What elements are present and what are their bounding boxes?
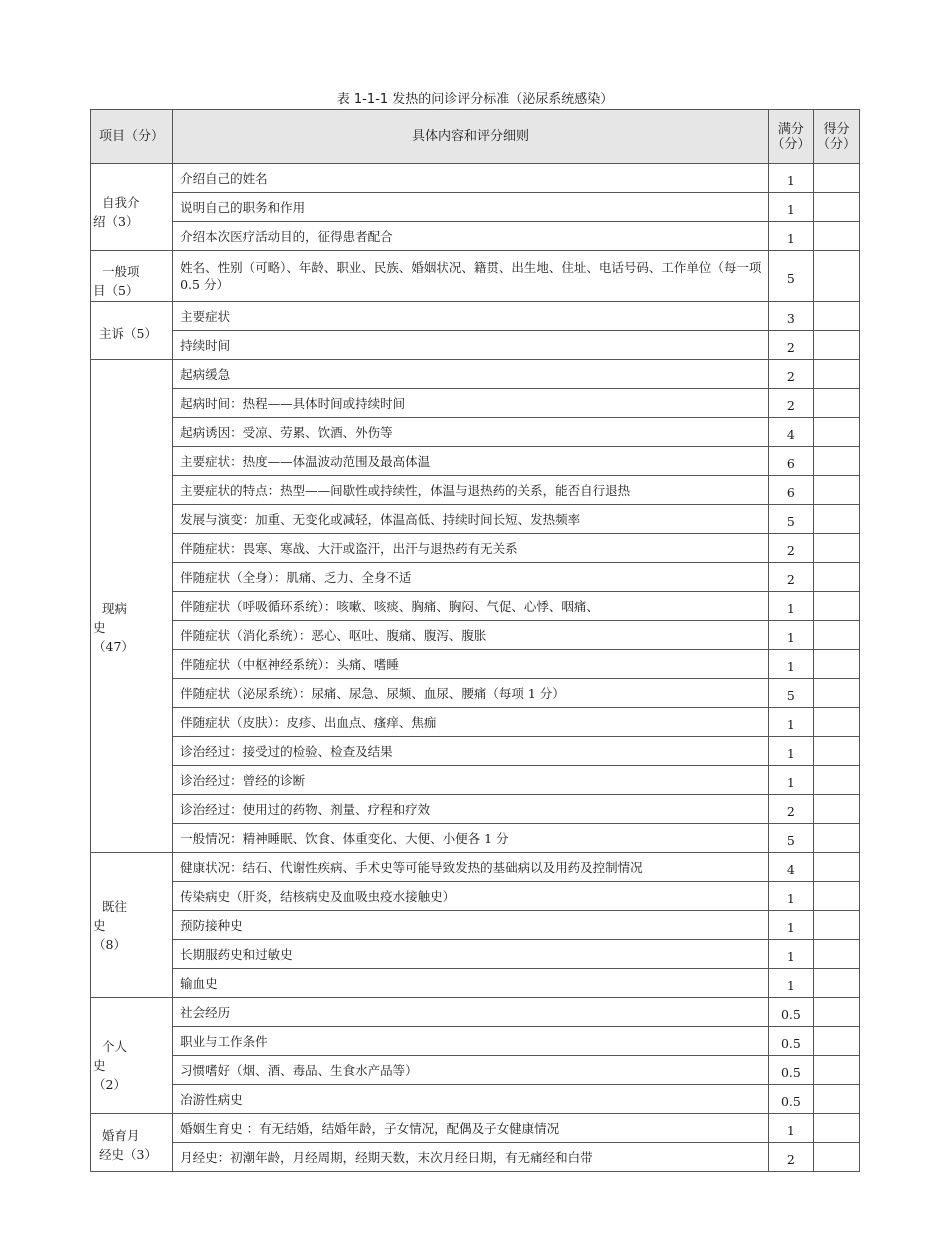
content-cell: 预防接种史: [173, 911, 769, 940]
item-label-line: 既往: [102, 898, 128, 914]
table-row: [91, 1027, 860, 1056]
full-score-cell: 2: [768, 1143, 813, 1172]
obtained-score-cell[interactable]: [813, 766, 859, 795]
content-cell: 起病诱因：受凉、劳累、饮酒、外伤等: [173, 418, 769, 447]
content-cell: 长期服药史和过敏史: [173, 940, 769, 969]
full-score-cell: 1: [768, 911, 813, 940]
full-score-cell: 6: [768, 476, 813, 505]
header-full-line2: （分）: [771, 136, 811, 152]
table-row: [91, 650, 860, 679]
header-score-line2: （分）: [816, 136, 856, 152]
header-full-line1: 满分: [777, 121, 804, 137]
obtained-score-cell[interactable]: [813, 1114, 859, 1143]
obtained-score-cell[interactable]: [813, 650, 859, 679]
content-cell: 伴随症状（全身）：肌痛、乏力、全身不适: [173, 563, 769, 592]
obtained-score-cell[interactable]: [813, 360, 859, 389]
obtained-score-cell[interactable]: [813, 708, 859, 737]
full-score-cell: 1: [768, 708, 813, 737]
obtained-score-cell[interactable]: [813, 505, 859, 534]
item-label-line: 个人: [102, 1039, 128, 1054]
obtained-score-cell[interactable]: [813, 476, 859, 505]
full-score-cell: 1: [768, 737, 813, 766]
obtained-score-cell[interactable]: [813, 824, 859, 853]
obtained-score-cell[interactable]: [813, 1085, 859, 1114]
content-cell: 主要症状: [173, 302, 769, 331]
item-cell: [91, 164, 173, 251]
header-content: 具体内容和评分细则: [173, 110, 769, 164]
full-score-cell: 1: [768, 222, 813, 251]
obtained-score-cell[interactable]: [813, 534, 859, 563]
header-item: 项目（分）: [91, 110, 173, 164]
content-cell: 伴随症状（呼吸循环系统）：咳嗽、咳痰、胸痛、胸闷、气促、心悸、咽痛、: [173, 592, 769, 621]
table-row: [91, 737, 860, 766]
full-score-cell: 1: [768, 592, 813, 621]
content-cell: 伴随症状：畏寒、寒战、大汗或盗汗，出汗与退热药有无关系: [173, 534, 769, 563]
table-row: [91, 969, 860, 998]
obtained-score-cell[interactable]: [813, 737, 859, 766]
table-row: [91, 222, 860, 251]
item-cell: [91, 360, 173, 853]
content-cell: 主要症状：热度——体温波动范围及最高体温: [173, 447, 769, 476]
full-score-cell: 1: [768, 969, 813, 998]
content-cell: 主要症状的特点：热型——间歇性或持续性，体温与退热药的关系，能否自行退热: [173, 476, 769, 505]
full-score-cell: 1: [768, 766, 813, 795]
full-score-cell: 0.5: [768, 1056, 813, 1085]
obtained-score-cell[interactable]: [813, 222, 859, 251]
table-row: [91, 1114, 860, 1143]
full-score-cell: 1: [768, 1114, 813, 1143]
item-label-line: （2）: [93, 1077, 126, 1092]
full-score-cell: 2: [768, 795, 813, 824]
table-row: [91, 592, 860, 621]
content-cell: 职业与工作条件: [173, 1027, 769, 1056]
content-cell: 伴随症状（中枢神经系统）：头痛、嗜睡: [173, 650, 769, 679]
table-row: [91, 563, 860, 592]
full-score-cell: 4: [768, 418, 813, 447]
content-cell: 婚姻生育史 ：有无结婚，结婚年龄，子女情况，配偶及子女健康情况: [173, 1114, 769, 1143]
item-label-line: 史: [93, 619, 106, 635]
table-row: [91, 940, 860, 969]
full-score-cell: 1: [768, 164, 813, 193]
obtained-score-cell[interactable]: [813, 592, 859, 621]
item-cell: [91, 302, 173, 360]
obtained-score-cell[interactable]: [813, 418, 859, 447]
item-cell: [91, 251, 173, 302]
item-label-line: 主诉（5）: [99, 326, 157, 341]
full-score-cell: 2: [768, 389, 813, 418]
table-row: [91, 708, 860, 737]
table-row: [91, 882, 860, 911]
obtained-score-cell[interactable]: [813, 302, 859, 331]
table-row: [91, 853, 860, 882]
item-label-line: 一般项: [102, 264, 140, 279]
content-cell: 介绍自己的姓名: [173, 164, 769, 193]
content-cell: 习惯嗜好（烟、酒、毒品、生食水产品等）: [173, 1056, 769, 1085]
table-row: [91, 795, 860, 824]
table-row: [91, 251, 860, 302]
full-score-cell: 6: [768, 447, 813, 476]
full-score-cell: 2: [768, 360, 813, 389]
content-cell: 伴随症状（消化系统）：恶心、呕吐、腹痛、腹泻、腹胀: [173, 621, 769, 650]
content-cell: 诊治经过：使用过的药物、剂量、疗程和疗效: [173, 795, 769, 824]
table-row: [91, 476, 860, 505]
full-score-cell: 1: [768, 650, 813, 679]
content-cell: 诊治经过：接受过的检验、检查及结果: [173, 737, 769, 766]
content-cell: 伴随症状（泌尿系统）：尿痛、尿急、尿频、血尿、腰痛（每项 1 分）: [173, 679, 769, 708]
obtained-score-cell[interactable]: [813, 621, 859, 650]
content-cell: 诊治经过：曾经的诊断: [173, 766, 769, 795]
obtained-score-cell[interactable]: [813, 331, 859, 360]
obtained-score-cell[interactable]: [813, 193, 859, 222]
table-row: [91, 766, 860, 795]
header-score-line1: 得分: [823, 121, 850, 137]
table-row: [91, 164, 860, 193]
content-cell: 发展与演变：加重、无变化或减轻，体温高低、持续时间长短、发热频率: [173, 505, 769, 534]
obtained-score-cell[interactable]: [813, 911, 859, 940]
content-cell: 健康状况：结石、代谢性疾病、手术史等可能导致发热的基础病以及用药及控制情况: [173, 853, 769, 882]
full-score-cell: 3: [768, 302, 813, 331]
full-score-cell: 5: [768, 251, 813, 302]
obtained-score-cell[interactable]: [813, 882, 859, 911]
obtained-score-cell[interactable]: [813, 447, 859, 476]
obtained-score-cell[interactable]: [813, 563, 859, 592]
table-row: [91, 824, 860, 853]
item-label-line: 自我介: [102, 195, 140, 210]
table-row: [91, 193, 860, 222]
item-label-line: 目（5）: [93, 283, 139, 298]
content-cell: 姓名、性别（可略）、年龄、职业、民族、婚姻状况、籍贯、出生地、住址、电话号码、工作单位（每一项 0.5 分）: [173, 251, 769, 302]
content-cell: 月经史：初潮年龄，月经周期，经期天数，末次月经日期，有无痛经和白带: [173, 1143, 769, 1172]
content-cell: 传染病史（肝炎，结核病史及血吸虫疫水接触史）: [173, 882, 769, 911]
content-cell: 冶游性病史: [173, 1085, 769, 1114]
table-row: [91, 505, 860, 534]
header-row: [91, 110, 860, 164]
full-score-cell: 1: [768, 193, 813, 222]
table-row: [91, 1143, 860, 1172]
full-score-cell: 0.5: [768, 998, 813, 1027]
full-score-cell: 2: [768, 563, 813, 592]
content-cell: 介绍本次医疗活动目的，征得患者配合: [173, 222, 769, 251]
obtained-score-cell[interactable]: [813, 853, 859, 882]
item-label-line: 经史（3）: [99, 1146, 157, 1162]
table-row: [91, 1056, 860, 1085]
full-score-cell: 5: [768, 679, 813, 708]
item-label-line: 绍（3）: [93, 214, 139, 229]
full-score-cell: 5: [768, 824, 813, 853]
item-label-line: 史: [93, 1058, 106, 1073]
item-cell: [91, 853, 173, 998]
table-row: [91, 911, 860, 940]
item-label-line: 婚育月: [102, 1127, 140, 1143]
full-score-cell: 1: [768, 621, 813, 650]
content-cell: 持续时间: [173, 331, 769, 360]
item-label-line: （8）: [93, 936, 126, 952]
table-row: [91, 389, 860, 418]
scoring-table: [90, 109, 860, 1172]
full-score-cell: 4: [768, 853, 813, 882]
obtained-score-cell[interactable]: [813, 251, 859, 302]
obtained-score-cell[interactable]: [813, 1143, 859, 1172]
item-label-line: （47）: [93, 638, 134, 654]
item-cell: [91, 998, 173, 1114]
table-row: [91, 534, 860, 563]
obtained-score-cell[interactable]: [813, 164, 859, 193]
table-row: [91, 302, 860, 331]
content-cell: 一般情况：精神睡眠、饮食、体重变化、大便、小便各 1 分: [173, 824, 769, 853]
table-row: [91, 418, 860, 447]
item-cell: [91, 1114, 173, 1172]
table-row: [91, 679, 860, 708]
obtained-score-cell[interactable]: [813, 795, 859, 824]
table-row: [91, 360, 860, 389]
table-row: [91, 998, 860, 1027]
full-score-cell: 1: [768, 940, 813, 969]
full-score-cell: 0.5: [768, 1085, 813, 1114]
header-obtained-score: [813, 110, 859, 164]
full-score-cell: 5: [768, 505, 813, 534]
content-cell: 说明自己的职务和作用: [173, 193, 769, 222]
content-cell: 伴随症状（皮肤）：皮疹、出血点、瘙痒、焦痂: [173, 708, 769, 737]
table-row: [91, 331, 860, 360]
full-score-cell: 2: [768, 331, 813, 360]
obtained-score-cell[interactable]: [813, 969, 859, 998]
table-row: [91, 447, 860, 476]
obtained-score-cell[interactable]: [813, 389, 859, 418]
obtained-score-cell[interactable]: [813, 1027, 859, 1056]
item-label-line: 现病: [102, 600, 128, 616]
obtained-score-cell[interactable]: [813, 940, 859, 969]
obtained-score-cell[interactable]: [813, 679, 859, 708]
full-score-cell: 1: [768, 882, 813, 911]
table-caption: 表 1-1-1 发热的问诊评分标准（泌尿系统感染）: [336, 92, 614, 107]
content-cell: 输血史: [173, 969, 769, 998]
header-full-score: [768, 110, 813, 164]
table-row: [91, 621, 860, 650]
full-score-cell: 0.5: [768, 1027, 813, 1056]
content-cell: 社会经历: [173, 998, 769, 1027]
content-cell: 起病时间：热程——具体时间或持续时间: [173, 389, 769, 418]
obtained-score-cell[interactable]: [813, 1056, 859, 1085]
table-row: [91, 1085, 860, 1114]
item-label-line: 史: [93, 917, 106, 933]
obtained-score-cell[interactable]: [813, 998, 859, 1027]
content-cell: 起病缓急: [173, 360, 769, 389]
full-score-cell: 2: [768, 534, 813, 563]
